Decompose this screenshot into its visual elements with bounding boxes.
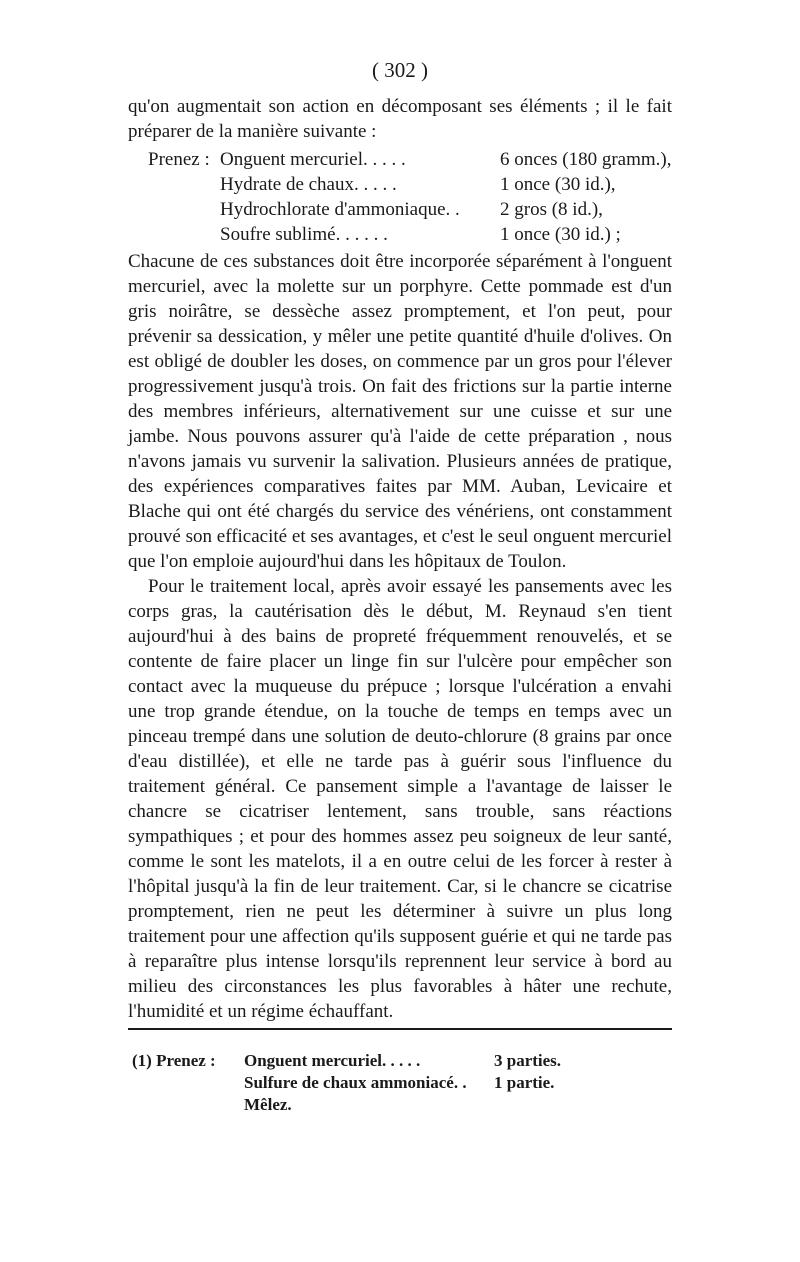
footnote-ingredient: Onguent mercuriel. . . . . [244, 1051, 421, 1070]
footnote-row [132, 1050, 672, 1072]
recipe-row [128, 147, 672, 172]
footnote-divider [128, 1028, 672, 1030]
recipe-quantity: 2 gros (8 id.), [500, 199, 603, 220]
footnote-quantity: 3 parties. [494, 1051, 562, 1070]
body-text [128, 94, 672, 1024]
footnote [132, 1050, 672, 1116]
recipe-row [128, 172, 672, 197]
page-number: ( 302 ) [372, 58, 428, 82]
footnote-closing: Mêlez. [244, 1095, 292, 1114]
recipe-quantity: 1 once (30 id.) ; [500, 224, 621, 245]
footnote-row [132, 1072, 672, 1094]
recipe-row [128, 222, 672, 247]
recipe-label: Prenez : [148, 149, 210, 170]
footnote-ingredient: Sulfure de chaux ammoniacé. . [244, 1073, 467, 1092]
footnote-marker: (1) Prenez : [132, 1051, 216, 1070]
recipe-ingredient: Soufre sublimé. . . . . . [220, 224, 388, 245]
recipe-quantity: 1 once (30 id.), [500, 174, 616, 195]
recipe-list [128, 147, 672, 247]
footnote-quantity: 1 partie. [494, 1073, 555, 1092]
intro-paragraph: qu'on augmentait son action en décomposant ses éléments ; il le fait préparer de la manière suivante : [128, 96, 672, 142]
recipe-ingredient: Hydrochlorate d'ammoniaque. . [220, 199, 460, 220]
footnote-row [132, 1094, 672, 1116]
body-paragraph: Chacune de ces substances doit être incorporée séparément à l'onguent mercuriel, avec la molette sur un porphyre. Cette pommade est d'un gris noirâtre, se dessèche assez promptement, et l'on peut, pour prévenir sa dessication, y mêler une petite quantité d'huile d'olives. On est obligé de doubler les doses, on commence par un gros pour l'élever progressivement jusqu'à trois. On fait des frictions sur la partie interne des membres inférieurs, alternativement sur une cuisse et sur une jambe. Nous pouvons assurer qu'à l'aide de cette préparation , nous n'avons jamais vu survenir la salivation. Plusieurs années de pratique, des expériences comparatives faites par MM. Auban, Levicaire et Blache qui ont été chargés du service des vénériens, ont constamment prouvé son efficacité et ses avantages, et c'est le seul onguent mercuriel que l'on emploie aujourd'hui dans les hôpitaux de Toulon. [128, 251, 672, 572]
recipe-ingredient: Hydrate de chaux. . . . . [220, 174, 397, 195]
recipe-quantity: 6 onces (180 gramm.), [500, 149, 672, 170]
body-paragraph: Pour le traitement local, après avoir essayé les pansements avec les corps gras, la cautérisation dès le début, M. Reynaud s'en tient aujourd'hui à des bains de propreté fréquemment renouvelés, et se contente de faire placer un linge fin sur l'ulcère pour empêcher son contact avec la muqueuse du prépuce ; lorsque l'ulcération a envahi une trop grande étendue, on la touche de temps en temps avec un pinceau trempé dans une solution de deuto-chlorure (8 grains par once d'eau distillée), et elle ne tarde pas à guérir sous l'influence du traitement général. Ce pansement simple a l'avantage de laisser le chancre se cicatriser lentement, sans trouble, sans réactions sympathiques ; et pour des hommes assez peu soigneux de leur santé, comme le sont les matelots, il a en outre celui de les forcer à rester à l'hôpital jusqu'à la fin de leur traitement. Car, si le chancre se cicatrise promptement, rien ne peut les déterminer à suivre un plus long traitement pour une affection qu'ils supposent guérie et qui ne tarde pas à reparaître plus intense lorsqu'ils reprennent leur service à bord au milieu des circonstances les plus favorables à hâter une rechute, l'humidité et un régime échauffant. [128, 576, 672, 1022]
recipe-row [128, 197, 672, 222]
recipe-ingredient: Onguent mercuriel. . . . . [220, 149, 406, 170]
